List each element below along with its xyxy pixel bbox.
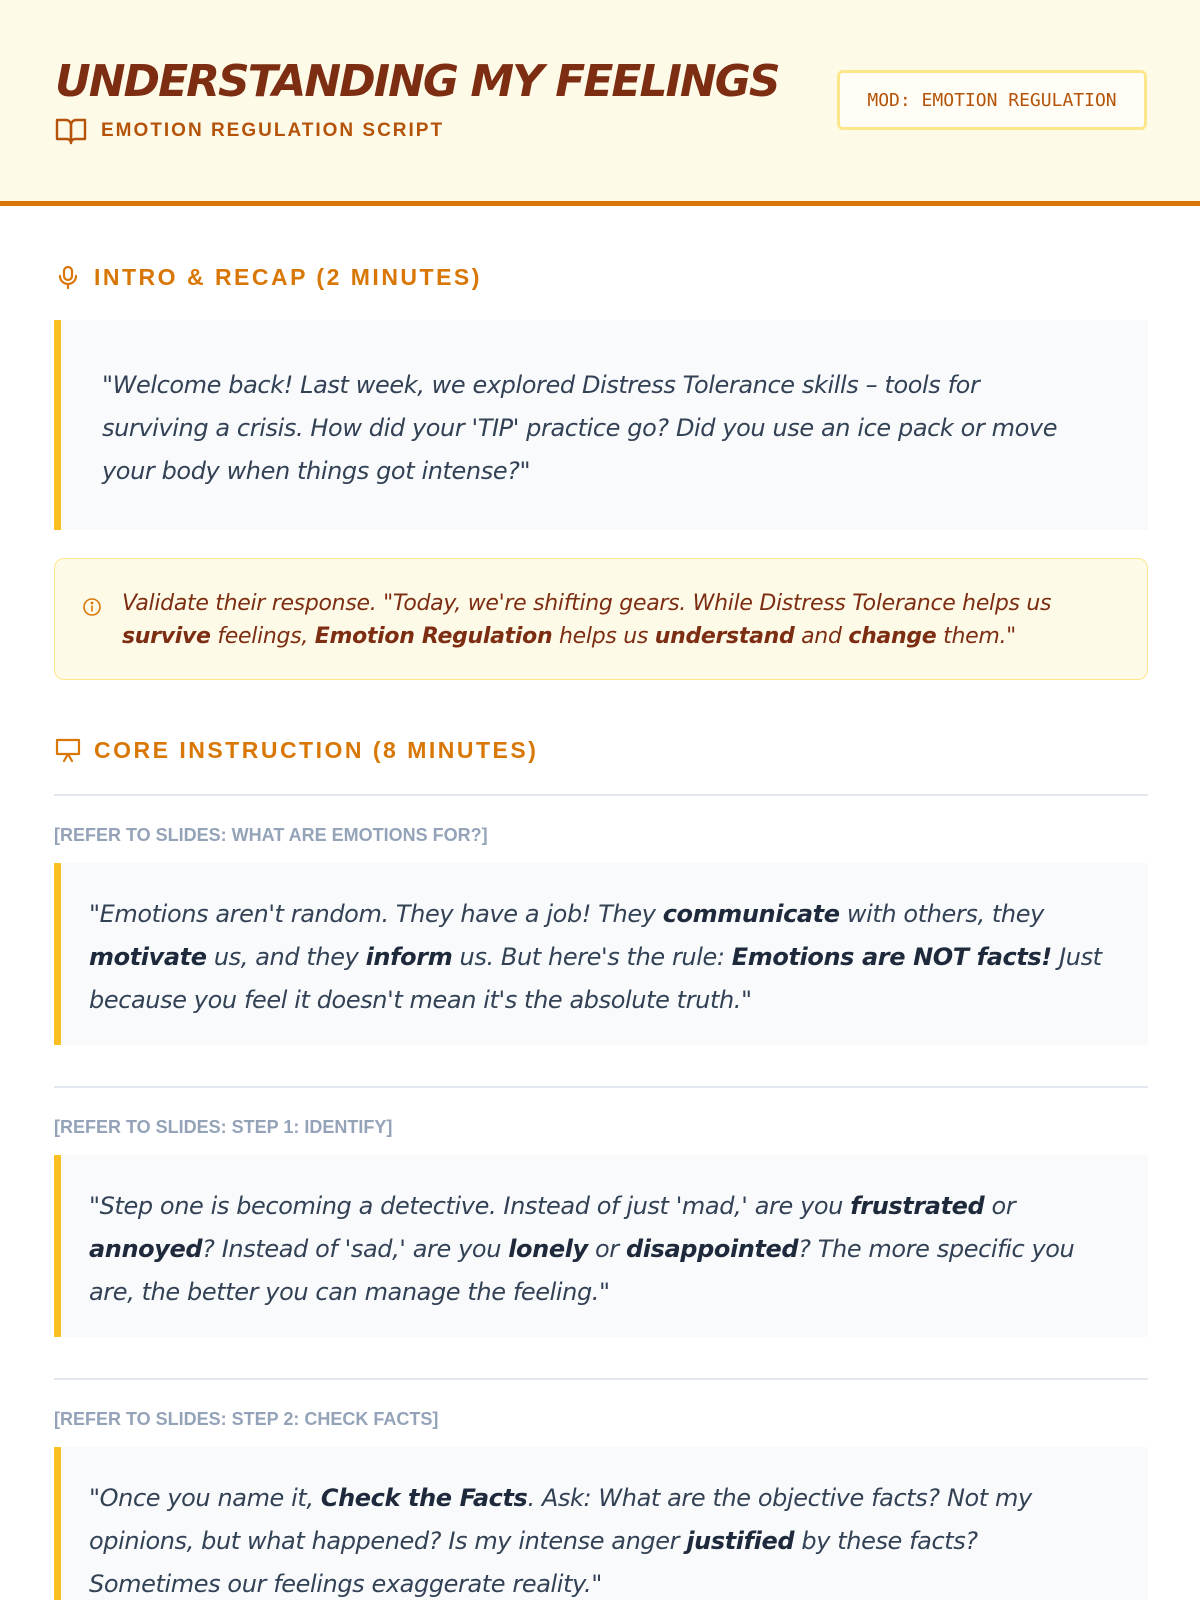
intro-heading-label: INTRO & RECAP (2 MINUTES) xyxy=(94,263,482,290)
section-divider xyxy=(54,1086,1148,1088)
intro-quote: "Welcome back! Last week, we explored Distress Tolerance skills – tools for surviving a crisis. How did your 'TIP' practice go? Did you use an ice pack or move your body when things got intense?" xyxy=(54,320,1148,530)
section-divider xyxy=(54,1378,1148,1380)
script-quote: "Step one is becoming a detective. Instead of just 'mad,' are you frustrated or annoyed? Instead of 'sad,' are you lonely or disappointed? The more specific you are, the better you can manage the feeling." xyxy=(54,1155,1148,1337)
section-divider xyxy=(54,794,1148,796)
slide-reference: [REFER TO SLIDES: STEP 2: CHECK FACTS] xyxy=(54,1409,439,1429)
core-section-heading xyxy=(55,730,538,770)
book-open-icon xyxy=(55,117,87,145)
facilitator-note xyxy=(54,558,1148,680)
page-subtitle: EMOTION REGULATION SCRIPT xyxy=(101,120,445,141)
page-title: UNDERSTANDING MY FEELINGS xyxy=(55,56,779,107)
subtitle-row xyxy=(55,116,444,146)
script-quote: "Emotions aren't random. They have a job! They communicate with others, they motivate us, and they inform us. But here's the rule: Emotions are NOT facts! Just because you feel it doesn't mean it's the absolute truth." xyxy=(54,863,1148,1045)
module-badge: MOD: EMOTION REGULATION xyxy=(837,70,1147,130)
presentation-icon xyxy=(55,737,81,763)
intro-section-heading xyxy=(55,257,482,297)
script-quote: "Once you name it, Check the Facts. Ask: What are the objective facts? Not my opinions, but what happened? Is my intense anger justified by these facts? Sometimes our feelings exaggerate reality." xyxy=(54,1447,1148,1600)
page-header xyxy=(0,0,1200,206)
microphone-icon xyxy=(55,264,81,290)
core-heading-label: CORE INSTRUCTION (8 MINUTES) xyxy=(94,736,539,763)
info-icon xyxy=(82,597,102,617)
slide-reference: [REFER TO SLIDES: WHAT ARE EMOTIONS FOR?] xyxy=(54,825,488,845)
facilitator-note-text: Validate their response. "Today, we're shifting gears. While Distress Tolerance helps us survive feelings, Emotion Regulation helps us understand and change them." xyxy=(122,591,1052,649)
slide-reference: [REFER TO SLIDES: STEP 1: IDENTIFY] xyxy=(54,1117,393,1137)
